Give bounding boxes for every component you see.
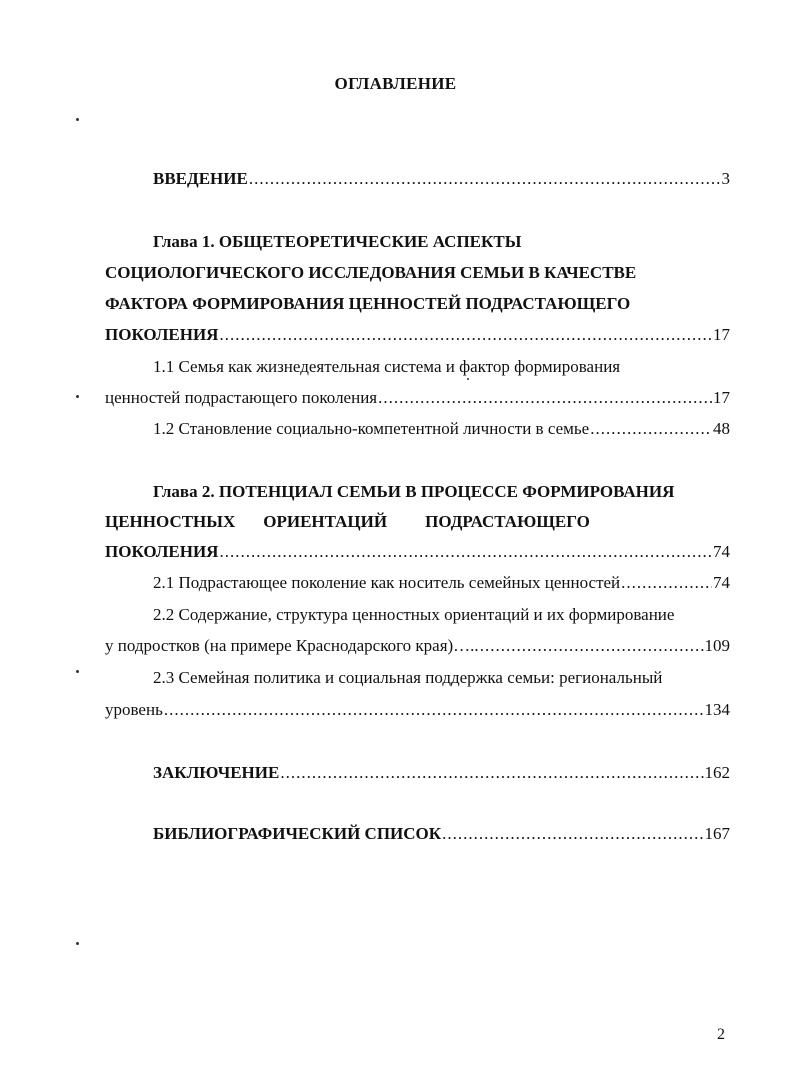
toc-section-1-1-line1: 1.1 Семья как жизнедеятельная система и фактор формирования [153,357,621,376]
toc-section-1-1 [105,387,730,409]
toc-chapter1-title-line2: СОЦИОЛОГИЧЕСКОГО ИССЛЕДОВАНИЯ СЕМЬИ В КАЧЕСТВЕ [105,263,637,282]
toc-chapter2-page: 74 [713,542,730,561]
toc-section-2-1 [153,572,730,594]
scan-dot [76,670,79,673]
toc-conclusion-page: 162 [704,763,730,782]
toc-leader [219,324,712,346]
toc-chapter2-word: ПОДРАСТАЮЩЕГО [425,512,590,531]
toc-section-2-3-line1: 2.3 Семейная политика и социальная поддержка семьи: региональный [153,668,663,687]
toc-leader [590,418,712,440]
toc-section-1-2-label: 1.2 Становление социально-компетентной личности в семье [153,419,590,438]
scan-dot [76,942,79,945]
page-title: ОГЛАВЛЕНИЕ [334,74,457,93]
scan-dot [76,118,79,121]
scan-dot [467,378,469,380]
toc-bibliography-label: БИБЛИОГРАФИЧЕСКИЙ СПИСОК [153,824,442,843]
page-number: 2 [717,1026,725,1043]
toc-section-2-3-page: 134 [704,700,730,719]
toc-chapter2-word: ОРИЕНТАЦИЙ [263,512,388,531]
toc-intro-page: 3 [721,169,730,188]
toc-leader [219,541,712,563]
toc-chapter1 [105,324,730,346]
toc-chapter2 [105,541,730,563]
toc-leader [249,168,721,190]
toc-leader [442,823,703,845]
toc-section-1-2 [153,418,730,440]
toc-chapter2-title-line3: ПОКОЛЕНИЯ [105,542,219,561]
toc-leader [621,572,712,594]
toc-section-2-2 [105,635,730,657]
toc-leader [480,635,704,657]
toc-chapter2-title-line2 [105,511,620,533]
toc-bibliography-page: 167 [704,824,730,843]
toc-section-2-3-line2: уровень [105,700,163,719]
toc-section-1-1-page: 17 [713,388,730,407]
toc-conclusion-label: ЗАКЛЮЧЕНИЕ [153,763,280,782]
toc-leader [378,387,712,409]
toc-section-2-3 [105,699,730,721]
toc-section-2-1-page: 74 [713,573,730,592]
toc-chapter1-page: 17 [713,325,730,344]
toc-intro-label: ВВЕДЕНИЕ [153,169,248,188]
toc-section-1-1-line2: ценностей подрастающего поколения [105,388,378,407]
toc-section-2-2-page: 109 [704,636,730,655]
toc-chapter1-title-line4: ПОКОЛЕНИЯ [105,325,219,344]
toc-conclusion [153,762,730,784]
toc-section-2-2-line1: 2.2 Содержание, структура ценностных ориентаций и их формирование [153,605,675,624]
toc-section-2-2-line2: у подростков (на примере Краснодарского края)….. [105,636,479,655]
toc-leader [280,762,703,784]
toc-section-2-1-label: 2.1 Подрастающее поколение как носитель семейных ценностей [153,573,621,592]
toc-section-1-2-page: 48 [713,419,730,438]
toc-leader [164,699,704,721]
toc-chapter2-title-line1: Глава 2. ПОТЕНЦИАЛ СЕМЬИ В ПРОЦЕССЕ ФОРМИРОВАНИЯ [153,482,675,501]
toc-chapter1-title-line1: Глава 1. ОБЩЕТЕОРЕТИЧЕСКИЕ АСПЕКТЫ [153,232,522,251]
toc-bibliography [153,823,730,845]
toc-chapter1-title-line3: ФАКТОРА ФОРМИРОВАНИЯ ЦЕННОСТЕЙ ПОДРАСТАЮЩЕГО [105,294,631,313]
toc-chapter2-word: ЦЕННОСТНЫХ [105,512,236,531]
scan-dot [76,395,79,398]
toc-intro [153,168,730,190]
